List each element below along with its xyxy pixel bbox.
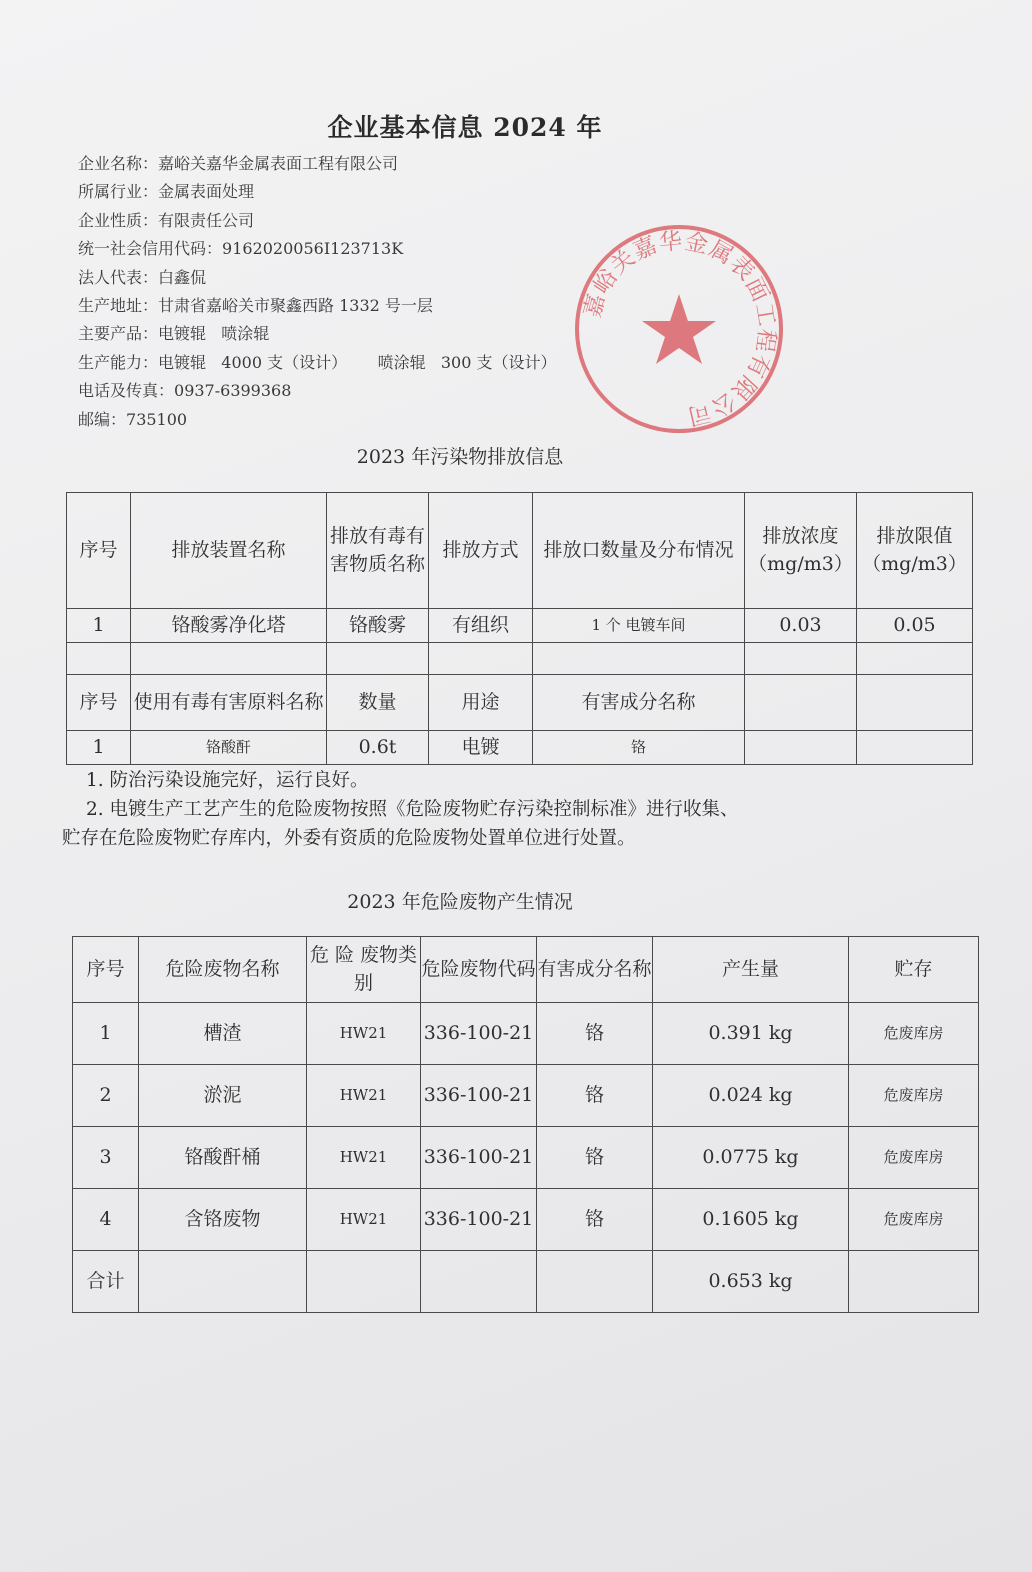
info-phone: 电话及传真：0937-6399368 xyxy=(78,381,292,401)
table-header-row: 序号 使用有毒有害原料名称 数量 用途 有害成分名称 xyxy=(67,675,973,731)
table-header-row: 序号 排放装置名称 排放有毒有害物质名称 排放方式 排放口数量及分布情况 排放浓度（mg/m3） 排放限值（mg/m3） xyxy=(67,493,973,609)
table-row: 4 含铬废物 HW21 336-100-21 铬 0.1605 kg 危废库房 xyxy=(73,1189,979,1251)
table-row: 1 铬酸雾净化塔 铬酸雾 有组织 1 个 电镀车间 0.03 0.05 xyxy=(67,609,973,643)
hazardous-waste-table xyxy=(72,936,979,1313)
info-capacity: 生产能力：电镀辊 4000 支（设计） 喷涂辊 300 支（设计） xyxy=(78,352,557,372)
info-industry: 所属行业：金属表面处理 xyxy=(78,182,255,202)
info-postcode: 邮编：735100 xyxy=(78,409,188,429)
pollutant-table xyxy=(66,492,973,765)
svg-text:嘉峪关嘉华金属表面工程有限公司: 嘉峪关嘉华金属表面工程有限公司 xyxy=(579,228,780,430)
table-row: 2 淤泥 HW21 336-100-21 铬 0.024 kg 危废库房 xyxy=(73,1065,979,1127)
company-info xyxy=(78,150,556,434)
pollutant-section-title: 2023 年污染物排放信息 xyxy=(356,446,564,468)
note-2-continued: 贮存在危险废物贮存库内，外委有资质的危险废物处置单位进行处置。 xyxy=(62,828,636,849)
table-row: 3 铬酸酐桶 HW21 336-100-21 铬 0.0775 kg 危废库房 xyxy=(73,1127,979,1189)
company-seal-stamp xyxy=(572,222,786,436)
table-row: 1 铬酸酐 0.6t 电镀 铬 xyxy=(67,731,973,765)
notes xyxy=(62,766,922,853)
waste-section-title: 2023 年危险废物产生情况 xyxy=(347,891,573,913)
note-2: 2. 电镀生产工艺产生的危险废物按照《危险废物贮存污染控制标准》进行收集、 xyxy=(86,799,739,820)
info-address: 生产地址：甘肃省嘉峪关市聚鑫西路 1332 号一层 xyxy=(78,296,433,316)
table-row: 1 槽渣 HW21 336-100-21 铬 0.391 kg 危废库房 xyxy=(73,1003,979,1065)
table-total-row: 合计 0.653 kg xyxy=(73,1251,979,1313)
info-nature: 企业性质：有限责任公司 xyxy=(78,210,255,230)
table-row-empty xyxy=(67,643,973,675)
info-products: 主要产品：电镀辊 喷涂辊 xyxy=(78,324,270,344)
info-credit-code: 统一社会信用代码：9162020056I123713K xyxy=(78,239,404,259)
note-1: 1. 防治污染设施完好，运行良好。 xyxy=(86,770,369,791)
info-legal-rep: 法人代表：白鑫侃 xyxy=(78,267,207,287)
info-company-name: 企业名称：嘉峪关嘉华金属表面工程有限公司 xyxy=(78,154,399,173)
page-title: 企业基本信息 2024 年 xyxy=(327,113,603,142)
table-header-row: 序号 危险废物名称 危 险 废物类别 危险废物代码 有害成分名称 产生量 贮存 xyxy=(73,937,979,1003)
